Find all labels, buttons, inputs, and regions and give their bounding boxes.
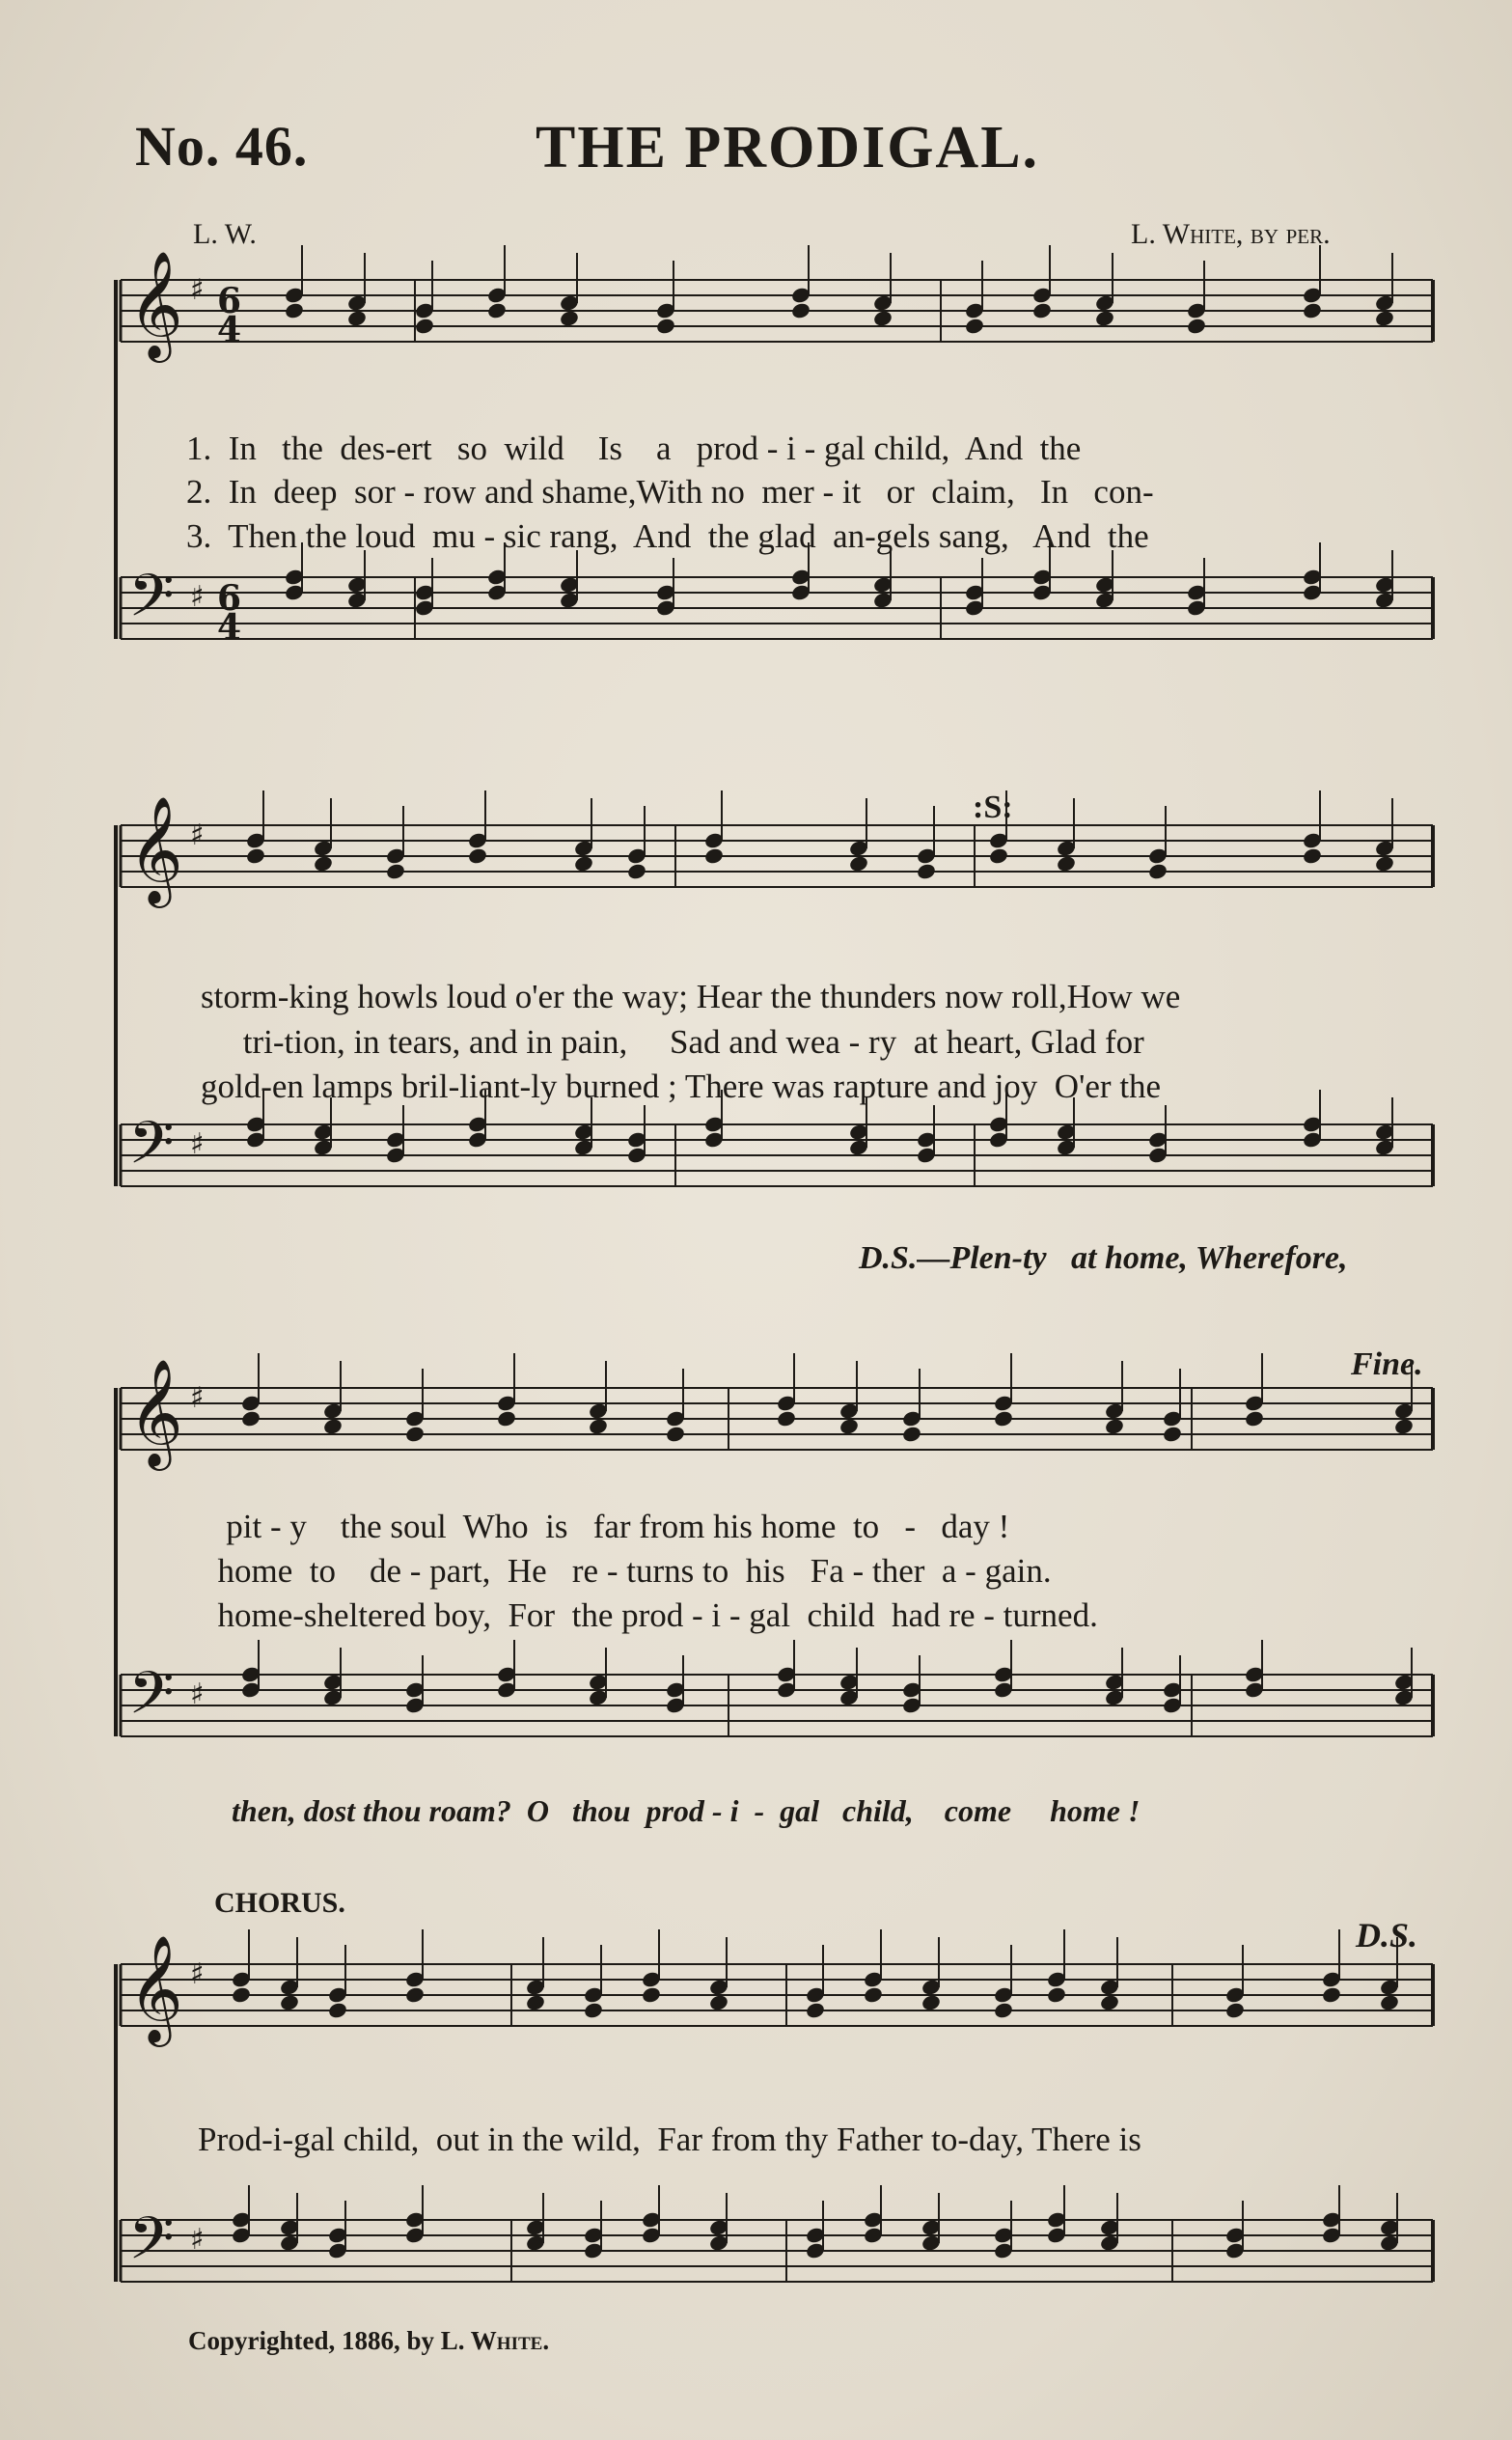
- note-head-icon: [1302, 846, 1323, 865]
- note-head-icon: [583, 2001, 604, 2019]
- note-head-icon: [1186, 317, 1207, 335]
- note-head-icon: [284, 301, 305, 319]
- time-signature-top: 6: [217, 281, 242, 321]
- note-head-icon: [626, 862, 647, 880]
- verse-3-line-3: home-sheltered boy, For the prod - i - gal child had re - turned.: [201, 1596, 1098, 1634]
- copyright-prefix: Copyrighted, 1886, by: [188, 2326, 441, 2355]
- copyright-name: L. White.: [440, 2326, 550, 2355]
- note-head-icon: [901, 1425, 922, 1443]
- segno-sign: :S:: [973, 790, 1013, 825]
- note-head-icon: [708, 1993, 729, 2011]
- note-head-icon: [1224, 2001, 1246, 2019]
- note-head-icon: [525, 1993, 546, 2011]
- time-signature-top: 6: [217, 578, 242, 619]
- note-head-icon: [1099, 1993, 1120, 2011]
- time-signature-bottom: 4: [217, 310, 242, 350]
- verse-3-line-2: gold-en lamps bril-liant-ly burned ; There was rapture and joy O'er the: [201, 1068, 1162, 1105]
- note-head-icon: [486, 301, 508, 319]
- note-head-icon: [404, 1985, 426, 2004]
- bass-clef-icon: 𝄢: [128, 2204, 175, 2288]
- ds-lyric-line-1: D.S.—Plen-ty at home, Wherefore,: [859, 1240, 1348, 1276]
- note-head-icon: [641, 1985, 662, 2004]
- treble-clef-icon: 𝄞: [128, 795, 183, 903]
- ds-marking: D.S.: [1356, 1916, 1418, 1955]
- bass-clef-icon: 𝄢: [128, 562, 175, 645]
- note-head-icon: [559, 309, 580, 327]
- note-head-icon: [1104, 1417, 1125, 1435]
- sharp-icon: ♯: [190, 818, 205, 852]
- note-head-icon: [916, 862, 937, 880]
- note-head-icon: [313, 854, 334, 873]
- note-head-icon: [993, 1409, 1014, 1428]
- note-head-icon: [496, 1409, 517, 1428]
- sharp-icon: ♯: [190, 1678, 205, 1711]
- note-head-icon: [385, 862, 406, 880]
- verse-2-line-3: home to de - part, He re - turns to his Fa - ther a - gain.: [201, 1552, 1052, 1590]
- note-head-icon: [573, 854, 594, 873]
- note-head-icon: [993, 2001, 1014, 2019]
- note-head-icon: [240, 1409, 261, 1428]
- lyricist-credit: L. W.: [193, 218, 257, 250]
- sharp-icon: ♯: [190, 2223, 205, 2257]
- note-head-icon: [838, 1417, 860, 1435]
- note-head-icon: [1056, 854, 1077, 873]
- note-head-icon: [467, 846, 488, 865]
- note-head-icon: [790, 301, 811, 319]
- note-head-icon: [921, 1993, 942, 2011]
- treble-clef-icon: 𝄞: [128, 1934, 183, 2042]
- note-head-icon: [1393, 1417, 1415, 1435]
- sharp-icon: ♯: [190, 1957, 205, 1991]
- treble-clef-icon: 𝄞: [128, 250, 183, 358]
- treble-clef-icon: 𝄞: [128, 1358, 183, 1466]
- verse-2-line-2: tri-tion, in tears, and in pain, Sad and wea - ry at heart, Glad for: [201, 1023, 1144, 1061]
- copyright-notice: [188, 2326, 549, 2356]
- note-head-icon: [1244, 1409, 1265, 1428]
- note-head-icon: [404, 1425, 426, 1443]
- time-signature-bottom: 4: [217, 607, 242, 648]
- verse-2-line-1: 2. In deep sor - row and shame,With no mer - it or claim, In con-: [186, 473, 1154, 511]
- sharp-icon: ♯: [190, 1381, 205, 1415]
- note-head-icon: [414, 317, 435, 335]
- note-head-icon: [703, 846, 725, 865]
- note-head-icon: [1094, 309, 1115, 327]
- note-head-icon: [964, 317, 985, 335]
- note-head-icon: [231, 1985, 252, 2004]
- note-head-icon: [1147, 862, 1168, 880]
- note-head-icon: [327, 2001, 348, 2019]
- note-head-icon: [346, 309, 368, 327]
- hymn-title: THE PRODIGAL.: [536, 115, 1040, 180]
- note-head-icon: [1031, 301, 1053, 319]
- sharp-icon: ♯: [190, 273, 205, 307]
- fine-marking: Fine.: [1351, 1346, 1423, 1382]
- verse-3-line-1: 3. Then the loud mu - sic rang, And the glad an-gels sang, And the: [186, 517, 1149, 555]
- sharp-icon: ♯: [190, 1127, 205, 1161]
- note-head-icon: [1046, 1985, 1067, 2004]
- note-head-icon: [1374, 309, 1395, 327]
- verse-1-line-1: 1. In the des-ert so wild Is a prod - i - gal child, And the: [186, 430, 1082, 467]
- note-head-icon: [863, 1985, 884, 2004]
- note-head-icon: [1321, 1985, 1342, 2004]
- sharp-icon: ♯: [190, 580, 205, 614]
- note-head-icon: [805, 2001, 826, 2019]
- note-head-icon: [988, 846, 1009, 865]
- note-head-icon: [245, 846, 266, 865]
- note-head-icon: [776, 1409, 797, 1428]
- verse-1-line-2: storm-king howls loud o'er the way; Hear the thunders now roll,How we: [201, 978, 1181, 1015]
- note-head-icon: [1302, 301, 1323, 319]
- bass-clef-icon: 𝄢: [128, 1109, 175, 1192]
- composer-credit: L. White, by per.: [1131, 218, 1331, 250]
- note-head-icon: [665, 1425, 686, 1443]
- chorus-label: CHORUS.: [214, 1887, 345, 1919]
- note-head-icon: [322, 1417, 344, 1435]
- note-head-icon: [279, 1993, 300, 2011]
- note-head-icon: [1374, 854, 1395, 873]
- note-head-icon: [1379, 1993, 1400, 2011]
- note-head-icon: [655, 317, 676, 335]
- ds-lyric-line-2: then, dost thou roam? O thou prod - i - gal child, come home !: [232, 1793, 1141, 1828]
- note-head-icon: [872, 309, 893, 327]
- hymn-number: No. 46.: [135, 115, 309, 178]
- bass-clef-icon: 𝄢: [128, 1659, 175, 1742]
- chorus-line: Prod-i-gal child, out in the wild, Far from thy Father to-day, There is: [198, 2121, 1141, 2158]
- verse-1-line-3: pit - y the soul Who is far from his home to - day !: [201, 1508, 1010, 1545]
- note-head-icon: [848, 854, 869, 873]
- note-head-icon: [1162, 1425, 1183, 1443]
- note-head-icon: [588, 1417, 609, 1435]
